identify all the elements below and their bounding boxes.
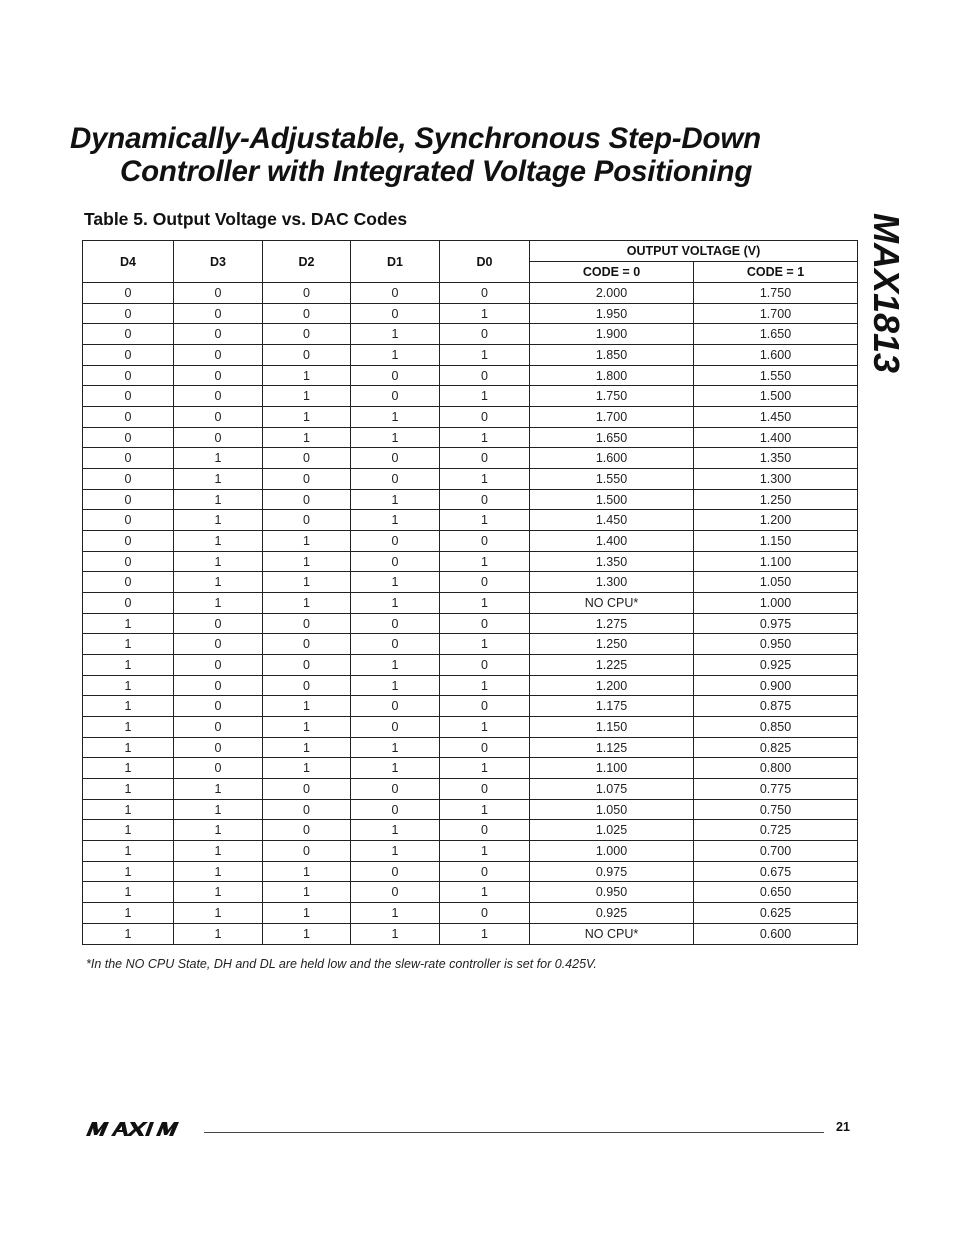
table-cell: 1.175: [530, 696, 694, 717]
table-cell: 0: [351, 469, 440, 490]
table-cell: 1: [83, 779, 174, 800]
table-cell: 1: [263, 365, 351, 386]
table-cell: 0: [83, 510, 174, 531]
table-cell: 1: [174, 593, 263, 614]
table-cell: 0: [351, 386, 440, 407]
table-cell: 0.600: [694, 923, 858, 944]
table-cell: NO CPU*: [530, 593, 694, 614]
table-cell: 1: [174, 841, 263, 862]
table-cell: 1: [351, 345, 440, 366]
table-cell: 1: [351, 324, 440, 345]
table-cell: 1: [174, 489, 263, 510]
table-cell: 0: [83, 303, 174, 324]
dac-code-table: [82, 240, 858, 945]
table-cell: 0: [83, 572, 174, 593]
table-row: [83, 923, 858, 944]
table-cell: 0.700: [694, 841, 858, 862]
table-cell: 0: [263, 613, 351, 634]
table-cell: 0: [351, 448, 440, 469]
table-cell: 1.125: [530, 737, 694, 758]
table-cell: 0: [440, 531, 530, 552]
table-cell: 0: [440, 283, 530, 304]
table-cell: 1.850: [530, 345, 694, 366]
table-cell: 1: [83, 634, 174, 655]
table-cell: 1.225: [530, 655, 694, 676]
table-cell: 0: [83, 531, 174, 552]
table-cell: 1: [83, 903, 174, 924]
table-cell: 1: [174, 799, 263, 820]
table-cell: 1.100: [694, 551, 858, 572]
table-cell: 1: [174, 572, 263, 593]
table-cell: 1.400: [530, 531, 694, 552]
table-row: [83, 779, 858, 800]
table-cell: 0.950: [694, 634, 858, 655]
table-cell: 1: [83, 758, 174, 779]
table-cell: 0: [440, 779, 530, 800]
table-cell: 0: [263, 345, 351, 366]
table-cell: 1.550: [530, 469, 694, 490]
table-cell: 1: [263, 861, 351, 882]
table-cell: 1.075: [530, 779, 694, 800]
table-cell: 0.925: [694, 655, 858, 676]
page-title: [70, 122, 870, 188]
table-cell: 1: [263, 572, 351, 593]
table-row: [83, 572, 858, 593]
table-cell: 0: [174, 345, 263, 366]
table-row: [83, 758, 858, 779]
table-cell: 1.050: [694, 572, 858, 593]
table-cell: 1.350: [530, 551, 694, 572]
table-cell: 0: [263, 448, 351, 469]
table-cell: 0.800: [694, 758, 858, 779]
table-cell: 0.850: [694, 717, 858, 738]
table-cell: 0: [83, 345, 174, 366]
table-cell: 1.700: [530, 407, 694, 428]
table-cell: 0: [440, 903, 530, 924]
table-cell: 1: [440, 799, 530, 820]
table-cell: 1.000: [694, 593, 858, 614]
table-cell: 1: [351, 841, 440, 862]
table-row: [83, 613, 858, 634]
table-cell: 1.800: [530, 365, 694, 386]
table-row: [83, 717, 858, 738]
table-cell: 0: [83, 469, 174, 490]
table-row: [83, 386, 858, 407]
table-cell: 1: [440, 510, 530, 531]
table-footnote: *In the NO CPU State, DH and DL are held low and the slew-rate controller is set for 0.425V.: [86, 957, 597, 971]
table-cell: 0: [174, 427, 263, 448]
table-cell: 0.975: [530, 861, 694, 882]
table-cell: 0: [440, 572, 530, 593]
table-cell: 0: [351, 551, 440, 572]
table-cell: 1: [440, 634, 530, 655]
table-cell: 1.200: [530, 675, 694, 696]
table-cell: 0: [83, 551, 174, 572]
header-output-voltage: OUTPUT VOLTAGE (V): [530, 241, 858, 262]
table-row: [83, 407, 858, 428]
table-cell: 1.050: [530, 799, 694, 820]
table-cell: 1: [174, 531, 263, 552]
table-row: [83, 861, 858, 882]
table-cell: 1: [263, 737, 351, 758]
table-cell: 0: [174, 407, 263, 428]
footer-rule: [204, 1132, 824, 1133]
table-cell: 0: [83, 448, 174, 469]
table-cell: 0: [174, 386, 263, 407]
table-cell: 1: [83, 882, 174, 903]
table-row: [83, 696, 858, 717]
table-cell: 1: [83, 655, 174, 676]
table-cell: 0: [440, 737, 530, 758]
table-cell: 0.775: [694, 779, 858, 800]
table-cell: 1: [351, 572, 440, 593]
header-code-1: CODE = 1: [694, 262, 858, 283]
table-cell: 0: [174, 696, 263, 717]
table-cell: 0: [263, 820, 351, 841]
table-cell: 0: [351, 283, 440, 304]
table-row: [83, 510, 858, 531]
table-cell: 1.450: [530, 510, 694, 531]
table-cell: 1.275: [530, 613, 694, 634]
page-number: 21: [836, 1120, 850, 1134]
table-cell: 1: [351, 820, 440, 841]
table-cell: 1: [83, 799, 174, 820]
table-cell: 0: [83, 427, 174, 448]
table-cell: 0: [440, 448, 530, 469]
title-line-1: Dynamically-Adjustable, Synchronous Step-Down: [70, 122, 761, 155]
table-cell: 1: [174, 551, 263, 572]
table-cell: 0: [440, 324, 530, 345]
table-cell: 0: [351, 696, 440, 717]
table-cell: 1: [174, 903, 263, 924]
table-cell: 1.900: [530, 324, 694, 345]
table-cell: 1: [83, 737, 174, 758]
table-cell: 0: [440, 820, 530, 841]
table-cell: 1: [263, 551, 351, 572]
table-cell: 0: [351, 613, 440, 634]
table-cell: 1: [351, 758, 440, 779]
table-cell: 0.950: [530, 882, 694, 903]
table-row: [83, 551, 858, 572]
part-number-tab: [864, 213, 908, 373]
table-cell: 1: [351, 903, 440, 924]
table-cell: 0.750: [694, 799, 858, 820]
header-d1: D1: [351, 241, 440, 283]
table-cell: 0.625: [694, 903, 858, 924]
table-cell: 0: [174, 365, 263, 386]
table-cell: 1: [440, 882, 530, 903]
table-cell: 1: [174, 510, 263, 531]
part-number: MAX1813: [866, 212, 907, 374]
table-cell: 1: [440, 675, 530, 696]
table-cell: 1.650: [530, 427, 694, 448]
table-cell: 0: [263, 510, 351, 531]
header-d4: D4: [83, 241, 174, 283]
table-cell: 0: [174, 717, 263, 738]
table-cell: 0.675: [694, 861, 858, 882]
table-row: [83, 799, 858, 820]
table-cell: 0: [83, 324, 174, 345]
table-row: [83, 489, 858, 510]
table-cell: 0: [174, 655, 263, 676]
table-row: [83, 820, 858, 841]
table-cell: 1.950: [530, 303, 694, 324]
table-cell: 0: [83, 407, 174, 428]
table-cell: 0.650: [694, 882, 858, 903]
header-d2: D2: [263, 241, 351, 283]
table-cell: 1: [351, 737, 440, 758]
table-cell: 0: [83, 593, 174, 614]
table-cell: 1: [440, 717, 530, 738]
table-cell: 1.150: [530, 717, 694, 738]
table-cell: 1: [83, 923, 174, 944]
table-cell: 1: [440, 758, 530, 779]
table-row: [83, 655, 858, 676]
table-cell: 1.650: [694, 324, 858, 345]
header-d3: D3: [174, 241, 263, 283]
table-cell: 0: [174, 324, 263, 345]
table-cell: 1: [83, 613, 174, 634]
table-cell: 1: [263, 593, 351, 614]
table-cell: 1.550: [694, 365, 858, 386]
table-row: [83, 303, 858, 324]
table-cell: 0: [351, 531, 440, 552]
table-cell: 0: [440, 696, 530, 717]
table-cell: 0.875: [694, 696, 858, 717]
table-cell: 1: [263, 758, 351, 779]
table-cell: 1: [263, 923, 351, 944]
table-cell: 1.250: [694, 489, 858, 510]
maxim-logo: [84, 1120, 192, 1138]
table-cell: 1.450: [694, 407, 858, 428]
table-cell: 1.600: [530, 448, 694, 469]
table-cell: 0: [83, 283, 174, 304]
table-cell: 0.975: [694, 613, 858, 634]
table-row: [83, 531, 858, 552]
table-cell: 0: [174, 634, 263, 655]
table-cell: 1: [440, 345, 530, 366]
table-cell: 0.925: [530, 903, 694, 924]
table-cell: 1.150: [694, 531, 858, 552]
table-cell: 1: [263, 882, 351, 903]
table-cell: 1: [440, 923, 530, 944]
table-cell: 1: [83, 696, 174, 717]
table-row: [83, 882, 858, 903]
table-cell: 1: [263, 903, 351, 924]
table-row: [83, 448, 858, 469]
table-cell: 0: [351, 717, 440, 738]
table-cell: 1: [263, 531, 351, 552]
table-cell: 1: [351, 407, 440, 428]
table-row: [83, 427, 858, 448]
table-cell: 1: [440, 303, 530, 324]
table-cell: 0: [263, 655, 351, 676]
table-cell: 0: [174, 737, 263, 758]
table-cell: 0: [174, 613, 263, 634]
table-cell: 0: [351, 365, 440, 386]
table-cell: 1: [174, 779, 263, 800]
table-row: [83, 283, 858, 304]
table-cell: 1.750: [530, 386, 694, 407]
table-cell: 1: [263, 427, 351, 448]
table-cell: 0: [440, 489, 530, 510]
table-cell: 0: [440, 613, 530, 634]
table-cell: 1: [174, 923, 263, 944]
table-cell: 0: [440, 861, 530, 882]
table-cell: 0.825: [694, 737, 858, 758]
table-cell: 0: [174, 758, 263, 779]
table-cell: 0: [263, 303, 351, 324]
table-cell: 0: [351, 861, 440, 882]
table-cell: 1.300: [530, 572, 694, 593]
table-cell: 1: [440, 427, 530, 448]
title-line-2: Controller with Integrated Voltage Positioning: [120, 155, 753, 188]
table-cell: 0: [263, 675, 351, 696]
table-cell: 0: [263, 283, 351, 304]
table-cell: 0: [263, 634, 351, 655]
table-cell: 1.750: [694, 283, 858, 304]
table-cell: 1.300: [694, 469, 858, 490]
table-row: [83, 469, 858, 490]
table-cell: 0: [263, 779, 351, 800]
table-cell: 0: [83, 365, 174, 386]
table-row: [83, 737, 858, 758]
table-cell: 0: [440, 365, 530, 386]
table-cell: 1.025: [530, 820, 694, 841]
table-cell: 0: [263, 841, 351, 862]
table-cell: 1: [440, 469, 530, 490]
table-cell: 1: [351, 593, 440, 614]
table-cell: 1.400: [694, 427, 858, 448]
table-row: [83, 634, 858, 655]
table-cell: 0: [351, 779, 440, 800]
table-cell: 1.600: [694, 345, 858, 366]
table-cell: 1.500: [530, 489, 694, 510]
table-cell: 1: [351, 655, 440, 676]
table-cell: 1: [174, 820, 263, 841]
header-d0: D0: [440, 241, 530, 283]
table-cell: 0: [263, 799, 351, 820]
table-row: [83, 324, 858, 345]
table-cell: 0.900: [694, 675, 858, 696]
table-cell: 1: [174, 861, 263, 882]
table-cell: 1: [174, 448, 263, 469]
table-cell: 2.000: [530, 283, 694, 304]
header-code-0: CODE = 0: [530, 262, 694, 283]
table-cell: 1: [351, 510, 440, 531]
table-row: [83, 841, 858, 862]
table-cell: 1.250: [530, 634, 694, 655]
table-cell: 0: [440, 655, 530, 676]
table-row: [83, 593, 858, 614]
table-cell: 1: [83, 841, 174, 862]
table-cell: 0: [351, 634, 440, 655]
table-cell: 1: [263, 407, 351, 428]
table-cell: 0: [351, 882, 440, 903]
table-cell: 1: [440, 593, 530, 614]
table-cell: 0: [83, 489, 174, 510]
table-row: [83, 903, 858, 924]
table-cell: 1: [263, 386, 351, 407]
table-cell: 0: [263, 324, 351, 345]
table-cell: 1: [440, 841, 530, 862]
table-cell: 1: [174, 469, 263, 490]
table-cell: 1.200: [694, 510, 858, 531]
table-cell: 1: [440, 386, 530, 407]
table-cell: 0: [174, 675, 263, 696]
table-caption: Table 5. Output Voltage vs. DAC Codes: [84, 209, 408, 229]
table-cell: 1.350: [694, 448, 858, 469]
table-cell: 1: [263, 696, 351, 717]
table-cell: 1.100: [530, 758, 694, 779]
table-cell: NO CPU*: [530, 923, 694, 944]
table-cell: 1: [83, 861, 174, 882]
table-row: [83, 675, 858, 696]
table-cell: 1: [440, 551, 530, 572]
table-row: [83, 345, 858, 366]
table-cell: 1: [351, 675, 440, 696]
table-cell: 0: [174, 283, 263, 304]
table-cell: 1: [351, 489, 440, 510]
table-cell: 0.725: [694, 820, 858, 841]
table-cell: 1.000: [530, 841, 694, 862]
table-cell: 0: [351, 303, 440, 324]
table-cell: 1: [174, 882, 263, 903]
table-cell: 1: [351, 923, 440, 944]
table-cell: 1.500: [694, 386, 858, 407]
table-cell: 0: [440, 407, 530, 428]
table-cell: 0: [174, 303, 263, 324]
table-body: [83, 283, 858, 945]
table-cell: 0: [351, 799, 440, 820]
table-cell: 1: [83, 820, 174, 841]
table-cell: 0: [263, 469, 351, 490]
table-cell: 0: [83, 386, 174, 407]
table-cell: 1: [83, 717, 174, 738]
table-row: [83, 365, 858, 386]
table-cell: 1: [351, 427, 440, 448]
table-cell: 0: [263, 489, 351, 510]
table-cell: 1: [83, 675, 174, 696]
table-cell: 1: [263, 717, 351, 738]
table-cell: 1.700: [694, 303, 858, 324]
